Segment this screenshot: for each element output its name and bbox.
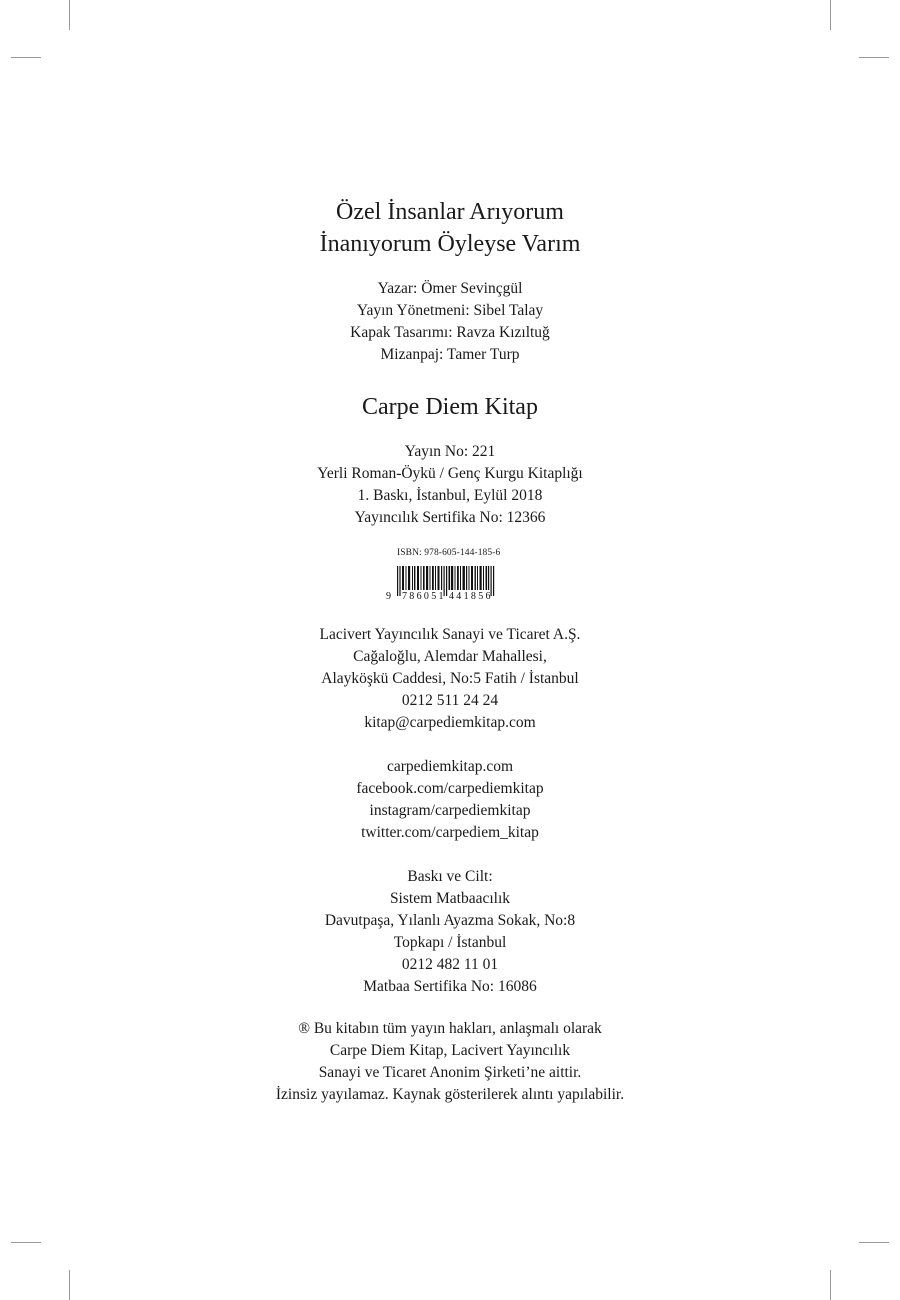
printer-street: Davutpaşa, Yılanlı Ayazma Sokak, No:8 [324, 912, 576, 929]
publisher-street: Alayköşkü Caddesi, No:5 Fatih / İstanbul [321, 670, 579, 687]
crop-mark-top-right-horizontal [859, 57, 889, 58]
publisher-district: Cağaloğlu, Alemdar Mahallesi, [353, 648, 547, 665]
credits-block [0, 278, 900, 366]
edition-certificate: Yayıncılık Sertifika No: 12366 [354, 509, 546, 526]
isbn-label: ISBN: 978-605-144-185-6 [397, 548, 501, 558]
credit-cover-design: Kapak Tasarımı: Ravza Kızıltuğ [350, 324, 550, 341]
crop-mark-bottom-right-vertical [830, 1270, 831, 1300]
barcode-digit-prefix: 9 [386, 591, 394, 600]
copyright-block [0, 1018, 900, 1106]
twitter-link: twitter.com/carpediem_kitap [361, 824, 539, 841]
crop-mark-top-right-vertical [830, 0, 831, 30]
edition-series: Yerli Roman-Öykü / Genç Kurgu Kitaplığı [317, 465, 583, 482]
crop-mark-bottom-right-horizontal [859, 1242, 889, 1243]
copyright-line-2: Carpe Diem Kitap, Lacivert Yayıncılık [329, 1042, 571, 1059]
crop-mark-top-left-vertical [69, 0, 70, 30]
website-link: carpediemkitap.com [386, 758, 514, 775]
printer-certificate: Matbaa Sertifika No: 16086 [363, 978, 537, 995]
publisher-company: Lacivert Yayıncılık Sanayi ve Ticaret A.Ş. [319, 626, 581, 643]
web-links-block [0, 756, 900, 844]
barcode-graphic [383, 566, 518, 600]
credit-author: Yazar: Ömer Sevinçgül [377, 280, 523, 297]
crop-mark-bottom-left-vertical [69, 1270, 70, 1300]
printer-city: Topkapı / İstanbul [393, 934, 507, 951]
printer-name: Sistem Matbaacılık [389, 890, 511, 907]
publisher-address-block [0, 624, 900, 734]
copyright-line-1: ® Bu kitabın tüm yayın hakları, anlaşmalı olarak [298, 1020, 602, 1037]
copyright-line-3: Sanayi ve Ticaret Anonim Şirketi’ne aittir. [318, 1064, 582, 1081]
isbn-barcode [383, 548, 518, 600]
book-title-line-2: İnanıyorum Öyleyse Varım [319, 231, 581, 257]
printing-heading: Baskı ve Cilt: [407, 868, 493, 885]
copyright-line-4: İzinsiz yayılamaz. Kaynak gösterilerek alıntı yapılabilir. [275, 1086, 625, 1103]
publisher-phone: 0212 511 24 24 [401, 692, 499, 709]
facebook-link: facebook.com/carpediemkitap [356, 780, 544, 797]
credit-layout: Mizanpaj: Tamer Turp [380, 346, 520, 363]
printer-phone: 0212 482 11 01 [401, 956, 499, 973]
barcode-digits-right: 441856 [449, 591, 493, 600]
printing-block [0, 866, 900, 998]
publisher-name: Carpe Diem Kitap [362, 394, 538, 420]
instagram-link: instagram/carpediemkitap [369, 802, 531, 819]
publisher-email: kitap@carpediemkitap.com [364, 714, 536, 731]
edition-number: Yayın No: 221 [404, 443, 496, 460]
book-title-line-1: Özel İnsanlar Arıyorum [336, 199, 564, 225]
crop-mark-top-left-horizontal [11, 57, 41, 58]
credit-editor: Yayın Yönetmeni: Sibel Talay [356, 302, 544, 319]
edition-block [0, 441, 900, 529]
barcode-digits-left: 786051 [402, 591, 446, 600]
edition-print-info: 1. Baskı, İstanbul, Eylül 2018 [357, 487, 543, 504]
crop-mark-bottom-left-horizontal [11, 1242, 41, 1243]
